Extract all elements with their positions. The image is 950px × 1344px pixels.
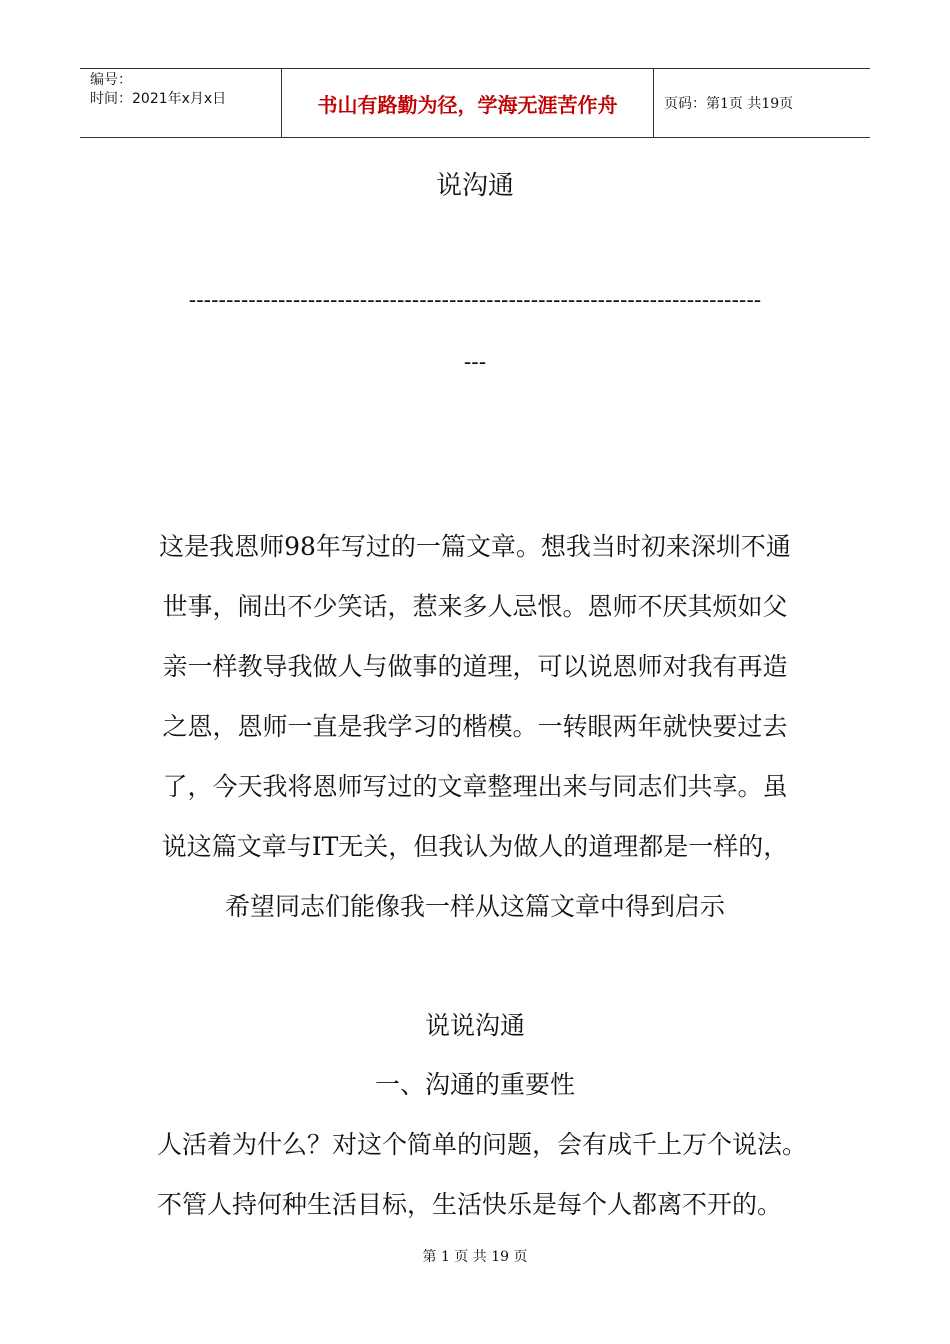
document-title: 说沟通: [435, 171, 514, 201]
header-meta: [80, 69, 282, 137]
page-header: [80, 68, 870, 138]
page-footer: 第 1 页 共 19 页: [422, 1249, 528, 1265]
intro-line: 世事，闹出不少笑话，惹来多人忌恨。恩师不厌其烦如父: [162, 592, 788, 621]
intro-line: 之恩，恩师一直是我学习的楷模。一转眼两年就快要过去: [162, 712, 788, 741]
number-label: 编号：: [90, 72, 132, 88]
intro-line: 这是我恩师98年写过的一篇文章。想我当时初来深圳不通: [159, 532, 791, 561]
intro-line: 说这篇文章与IT无关，但我认为做人的道理都是一样的，: [161, 832, 789, 861]
body-line: 人活着为什么？对这个简单的问题，会有成千上万个说法。: [157, 1130, 808, 1159]
intro-line: 了，今天我将恩师写过的文章整理出来与同志们共享。虽: [162, 772, 788, 801]
body-line: 不管人持何种生活目标，生活快乐是每个人都离不开的。: [157, 1190, 783, 1219]
header-motto: 书山有路勤为径，学海无涯苦作舟: [282, 69, 654, 137]
intro-line: 亲一样教导我做人与做事的道理，可以说恩师对我有再造: [162, 652, 788, 681]
subtitle: 说说沟通: [424, 1011, 525, 1040]
section-heading: 一、沟通的重要性: [374, 1070, 575, 1099]
intro-line: 希望同志们能像我一样从这篇文章中得到启示: [224, 892, 725, 921]
header-page-info: 页码：第1页 共19页: [664, 96, 794, 112]
separator-line-2: ---: [463, 350, 487, 375]
time-label: 时间：2021年x月x日: [90, 91, 227, 107]
separator-line-1: -----------------------------------------------------------------------------: [188, 288, 762, 313]
